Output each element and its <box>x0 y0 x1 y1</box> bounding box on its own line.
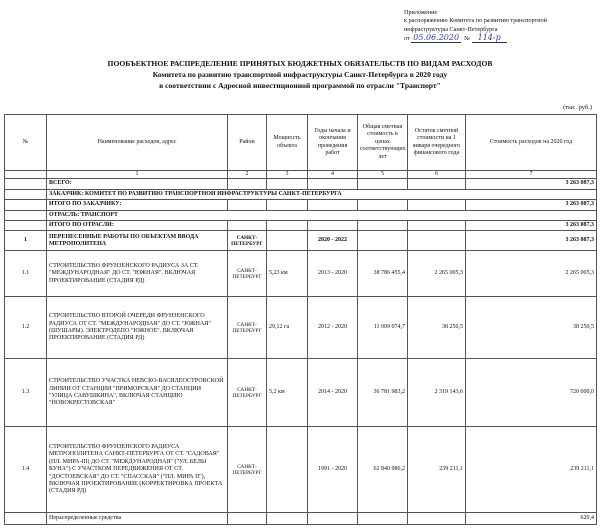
title-line-3: в соответствии с Адресной инвестиционной программой по отрасли "Транспорт" <box>159 81 441 90</box>
total-label: ВСЕГО: <box>47 179 228 189</box>
row-district: САНКТ-ПЕТЕРБУРГ <box>228 359 267 427</box>
row-cost-2020: 239 211,1 <box>466 427 597 513</box>
row-name: СТРОИТЕЛЬСТВО УЧАСТКА НЕВСКО-ВАСИЛЕОСТРОВСКОЙ ЛИНИИ ОТ СТАНЦИИ "ПРИМОРСКАЯ" ДО СТАНЦИИ "УЛИЦА САВУШКИНА", ВКЛЮЧАЯ СТАНЦИЮ "НОВОКРЕСТОВСКАЯ" <box>47 359 228 427</box>
group-no: 1 <box>5 231 47 251</box>
row-total-cost: 11 009 074,7 <box>358 297 408 359</box>
row-years: 2012 - 2020 <box>308 297 358 359</box>
row-capacity <box>267 427 308 513</box>
order-date: 05.06.2020 <box>413 33 460 43</box>
row-years: 2013 - 2020 <box>308 251 358 297</box>
cell <box>308 179 358 189</box>
cell <box>228 221 267 231</box>
title-line-1: ПООБЪЕКТНОЕ РАСПРЕДЕЛЕНИЕ ПРИНЯТЫХ БЮДЖЕТНЫХ ОБЯЗАТЕЛЬСТВ ПО ВИДАМ РАСХОДОВ <box>107 59 493 68</box>
total-row <box>5 179 597 189</box>
row-remaining: 38 250,5 <box>408 297 466 359</box>
cell <box>267 513 308 525</box>
appendix-date-line <box>404 34 547 43</box>
col-number: 1 <box>47 171 228 179</box>
cell <box>5 179 47 189</box>
col-number: 7 <box>466 171 597 179</box>
customer-total-row <box>5 200 597 210</box>
cell <box>267 179 308 189</box>
cell <box>5 210 47 220</box>
undistributed-value: 620,4 <box>466 513 597 525</box>
row-name: СТРОИТЕЛЬСТВО ВТОРОЙ ОЧЕРЕДИ ФРУНЗЕНСКОГО РАДИУСА ОТ СТ. "МЕЖДУНАРОДНАЯ" ДО СТ. "ЮЖНАЯ" (ШУШАРЫ). ЭЛЕКТРОДЕПО "ЮЖНОЕ". ВКЛЮЧАЯ ПРОЕКТИРОВАНИЕ (СТАДИЯ РД) <box>47 297 228 359</box>
table-row <box>5 359 597 427</box>
appendix-title: Приложение <box>404 9 438 16</box>
cell <box>308 200 358 210</box>
row-years: 2014 - 2020 <box>308 359 358 427</box>
row-district: САНКТ-ПЕТЕРБУРГ <box>228 297 267 359</box>
row-no: 1.2 <box>5 297 47 359</box>
row-capacity: 5,23 км <box>267 251 308 297</box>
row-no: 1.1 <box>5 251 47 297</box>
row-district: САНКТ-ПЕТЕРБУРГ <box>228 251 267 297</box>
cell <box>308 221 358 231</box>
cell <box>358 179 408 189</box>
row-district: САНКТ-ПЕТЕРБУРГ <box>228 427 267 513</box>
group-years: 2020 - 2022 <box>308 231 358 251</box>
cell <box>5 513 47 525</box>
industry-total-value: 3 263 087,3 <box>466 221 597 231</box>
customer-row <box>5 189 597 199</box>
row-total-cost: 62 840 986,2 <box>358 427 408 513</box>
row-no: 1.4 <box>5 427 47 513</box>
col-number: 2 <box>228 171 267 179</box>
cell <box>267 231 308 251</box>
header-no: № <box>5 115 47 171</box>
group-name: ПЕРЕНЕСЕННЫЕ РАБОТЫ ПО ОБЪЕКТАМ ВВОДА МЕТРОПОЛИТЕНА <box>47 231 228 251</box>
cell <box>408 200 466 210</box>
header-district: Район <box>228 115 267 171</box>
header-remaining: Остаток сметной стоимости на 1 января очередного финансового года <box>408 115 466 171</box>
industry-row <box>5 210 597 220</box>
col-number: 3 <box>267 171 308 179</box>
cell <box>5 200 47 210</box>
cell <box>408 513 466 525</box>
row-cost-2020: 2 265 005,3 <box>466 251 597 297</box>
table-row <box>5 297 597 359</box>
undistributed-row <box>5 513 597 525</box>
cell <box>267 221 308 231</box>
title-line-2: Комитета по развитию транспортной инфраструктуры Санкт-Петербурга в 2020 году <box>152 70 448 79</box>
col-number: 6 <box>408 171 466 179</box>
industry-total-row <box>5 221 597 231</box>
undistributed-label: Нераспределенные средства <box>47 513 228 525</box>
table-row <box>5 427 597 513</box>
customer-total-value: 3 263 087,3 <box>466 200 597 210</box>
cell <box>358 513 408 525</box>
cell <box>228 179 267 189</box>
col-number: 4 <box>308 171 358 179</box>
row-capacity: 5,2 км <box>267 359 308 427</box>
header-name: Наименование расходов, адрес <box>47 115 228 171</box>
cell <box>5 221 47 231</box>
row-total-cost: 36 781 983,2 <box>358 359 408 427</box>
row-remaining: 239 211,1 <box>408 427 466 513</box>
units-label: (тыс. руб.) <box>563 104 592 111</box>
cell <box>358 200 408 210</box>
cell <box>358 231 408 251</box>
cell <box>308 513 358 525</box>
table-header-row <box>5 115 597 171</box>
from-label: от <box>404 35 410 43</box>
cell <box>358 221 408 231</box>
row-name: СТРОИТЕЛЬСТВО ФРУНЗЕНСКОГО РАДИУСА ЗА СТ. "МЕЖДУНАРОДНАЯ" ДО СТ. "ЮЖНАЯ". ВКЛЮЧАЯ ПРОЕКТИРОВАНИЕ (СТАДИЯ РД) <box>47 251 228 297</box>
header-cost-2020: Стоимость расходов на 2020 год <box>466 115 597 171</box>
document-title <box>0 58 600 91</box>
row-name: СТРОИТЕЛЬСТВО ФРУНЗЕНСКОГО РАДИУСА МЕТРОПОЛИТЕНА САНКТ-ПЕТЕРБУРГА ОТ СТ. "САДОВАЯ" (ПЛ. МИРА-III) ДО СТ. "МЕЖДУНАРОДНАЯ" ("УЛ. БЕЛЫ КУНА") С УЧАСТКОМ ПЕРЕДВИЖЕНИЯ ОТ СТ. "ДОСТОЕВСКАЯ" ДО СТ. "СПАССКАЯ" ("ПЛ. МИРА II"), ВКЛЮЧАЯ ПРОЕКТИРОВАНИЕ (КОРРЕКТИРОВКА ПРОЕКТА (СТАДИЯ РД) <box>47 427 228 513</box>
col-number-blank <box>5 171 47 179</box>
customer-total-label: ИТОГО ПО ЗАКАЗЧИКУ: <box>47 200 228 210</box>
group-row <box>5 231 597 251</box>
row-capacity: 29,12 га <box>267 297 308 359</box>
group-cost-2020: 3 263 087,3 <box>466 231 597 251</box>
customer-label: ЗАКАЗЧИК: КОМИТЕТ ПО РАЗВИТИЮ ТРАНСПОРТНОЙ ИНФРАСТРУКТУРЫ САНКТ-ПЕТЕРБУРГА <box>47 189 597 199</box>
col-number: 5 <box>358 171 408 179</box>
industry-total-label: ИТОГО ПО ОТРАСЛИ: <box>47 221 228 231</box>
number-label: № <box>464 35 471 43</box>
row-total-cost: 38 786 455,4 <box>358 251 408 297</box>
column-numbers-row <box>5 171 597 179</box>
header-capacity: Мощность объекта <box>267 115 308 171</box>
row-remaining: 2 319 143,6 <box>408 359 466 427</box>
order-number: 114-р <box>472 33 507 43</box>
appendix-line: к распоряжению Комитета по развитию транспортной <box>404 17 547 25</box>
group-district: САНКТ-ПЕТЕРБУРГ <box>228 231 267 251</box>
row-remaining: 2 265 005,3 <box>408 251 466 297</box>
industry-label: ОТРАСЛЬ: ТРАНСПОРТ <box>47 210 597 220</box>
appendix-line: инфраструктуры Санкт-Петербурга <box>404 25 498 33</box>
expenses-table <box>4 114 597 525</box>
header-years: Годы начала и окончания проведения работ <box>308 115 358 171</box>
row-cost-2020: 38 250,5 <box>466 297 597 359</box>
cell <box>228 513 267 525</box>
row-years: 1991 - 2020 <box>308 427 358 513</box>
cell <box>408 221 466 231</box>
total-value: 3 263 087,3 <box>466 179 597 189</box>
cell <box>408 231 466 251</box>
cell <box>267 200 308 210</box>
row-cost-2020: 720 000,0 <box>466 359 597 427</box>
header-total-cost: Общая сметная стоимость в ценах соответствующих лет <box>358 115 408 171</box>
row-no: 1.3 <box>5 359 47 427</box>
appendix-block <box>404 9 547 44</box>
table-row <box>5 251 597 297</box>
cell <box>228 200 267 210</box>
cell <box>5 189 47 199</box>
cell <box>408 179 466 189</box>
